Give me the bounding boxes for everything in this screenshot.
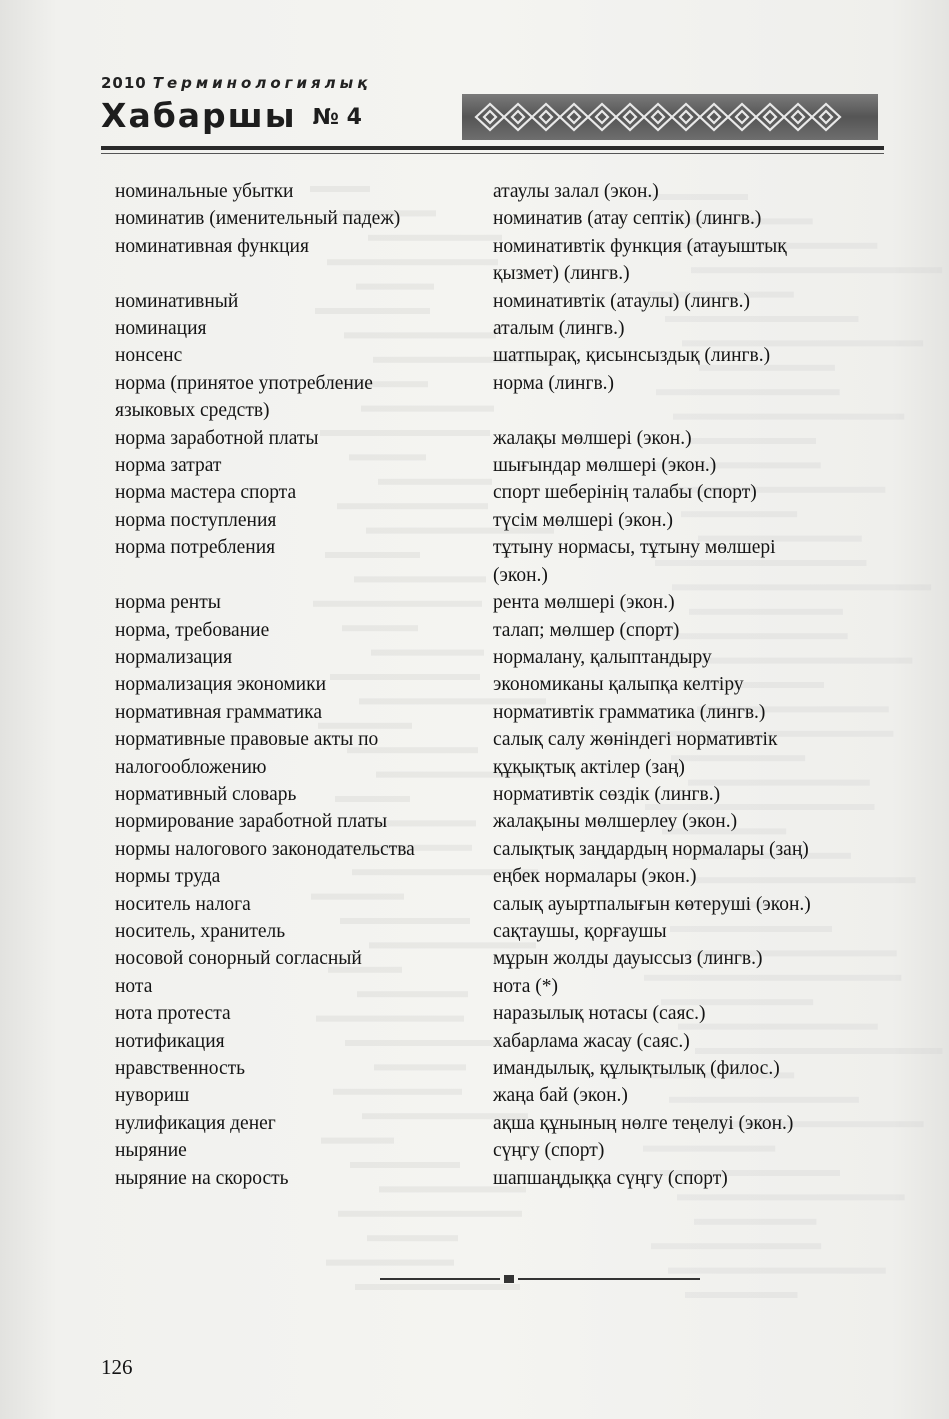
ornament-diamond: [504, 104, 532, 130]
ornament-diamond-inner: [540, 111, 552, 123]
term-russian-line: норма заработной платы: [115, 427, 319, 449]
term-kazakh-line: тұтыну нормасы, тұтыну мөлшері: [493, 537, 776, 559]
header-series: Терминологиялық: [152, 74, 372, 92]
term-kazakh: [493, 425, 875, 452]
term-russian: [115, 726, 493, 781]
term-russian: [115, 973, 493, 1000]
bleed-through-mark: [668, 1268, 886, 1274]
term-russian: [115, 808, 493, 835]
ornament-diamond-inner: [652, 111, 664, 123]
term-kazakh-line: атаулы залал (экон.): [493, 181, 659, 202]
glossary-entry: [115, 808, 875, 835]
footer-divider: [380, 1272, 700, 1286]
term-russian: [115, 863, 493, 890]
term-russian-line: норма затрат: [115, 455, 222, 477]
term-kazakh-line: жалақыны мөлшерлеу (экон.): [493, 811, 738, 833]
ornament-diamond: [672, 104, 700, 130]
glossary-entry: [115, 699, 875, 726]
glossary-entry: [115, 1000, 875, 1027]
glossary-list: [115, 178, 875, 1192]
term-kazakh-line: сүңгу (спорт): [493, 1140, 605, 1162]
term-russian: [115, 891, 493, 918]
term-kazakh-line: имандылық, құлықтылық (филос.): [493, 1058, 780, 1079]
glossary-entry: [115, 425, 875, 452]
term-kazakh: [493, 1028, 875, 1055]
term-russian-line: нормативные правовые акты по: [115, 729, 379, 751]
term-kazakh-line: экономиканы қалыпқа келтіру: [493, 674, 744, 696]
glossary-entry: [115, 863, 875, 890]
term-kazakh: [493, 836, 875, 863]
term-russian-line: носитель налога: [115, 893, 251, 915]
term-russian: [115, 452, 493, 479]
ornament-diamond: [812, 104, 840, 130]
ornament-diamond-inner: [624, 111, 636, 123]
header-series-line: [101, 74, 371, 92]
term-kazakh: [493, 699, 875, 726]
term-kazakh: [493, 342, 875, 369]
glossary-entry: [115, 918, 875, 945]
header-issue: № 4: [312, 105, 362, 130]
term-kazakh: [493, 288, 875, 315]
ornament-diamond: [728, 104, 756, 130]
term-russian-line: норма (принятое употребление: [115, 372, 373, 394]
term-kazakh-line: номинативтік функция (атауыштық: [493, 235, 787, 257]
term-russian: [115, 479, 493, 506]
term-kazakh-line: нормативтік грамматика (лингв.): [493, 701, 766, 723]
term-russian-line: языковых средств): [115, 400, 270, 422]
glossary-entry: [115, 836, 875, 863]
term-russian-line: нулификация денег: [115, 1112, 276, 1134]
term-russian-line: носовой сонорный согласный: [115, 948, 362, 970]
term-kazakh-line: жаңа бай (экон.): [493, 1085, 628, 1107]
term-kazakh-line: хабарлама жасау (саяс.): [493, 1030, 690, 1052]
glossary-entry: [115, 315, 875, 342]
term-russian-line: нормативный словарь: [115, 783, 297, 805]
term-kazakh-line: аталым (лингв.): [493, 318, 625, 340]
bleed-through-mark: [694, 1219, 816, 1225]
term-kazakh: [493, 479, 875, 506]
ornament-diamond-inner: [484, 111, 496, 123]
term-kazakh-line: шапшаңдыққа сүңгу (спорт): [493, 1167, 728, 1189]
ornament-diamond-inner: [708, 111, 720, 123]
glossary-entry: [115, 781, 875, 808]
term-russian: [115, 836, 493, 863]
term-kazakh-line: нормалану, қалыптандыру: [493, 646, 712, 668]
bleed-through-mark: [367, 1235, 458, 1241]
term-russian: [115, 370, 493, 425]
term-russian-line: ныряние на скорость: [115, 1167, 289, 1189]
term-kazakh: [493, 644, 875, 671]
term-russian: [115, 233, 493, 288]
term-russian-line: нравственность: [115, 1058, 246, 1079]
term-russian: [115, 617, 493, 644]
term-russian-line: нормализация: [115, 646, 233, 668]
term-kazakh: [493, 1137, 875, 1164]
bleed-through-mark: [685, 1292, 798, 1298]
ornament-diamond-inner: [512, 111, 524, 123]
term-russian: [115, 1000, 493, 1027]
term-kazakh: [493, 918, 875, 945]
term-russian: [115, 781, 493, 808]
term-russian: [115, 178, 493, 205]
header-rule-thin: [101, 153, 884, 154]
header-magazine: Хабаршы: [101, 96, 297, 135]
term-kazakh-line: (экон.): [493, 564, 548, 586]
term-russian-line: норма ренты: [115, 592, 221, 614]
term-kazakh-line: салық ауыртпалығын көтеруші (экон.): [493, 893, 811, 915]
term-russian-line: нота протеста: [115, 1003, 231, 1025]
term-russian: [115, 644, 493, 671]
ornament-diamond-inner: [792, 111, 804, 123]
term-kazakh-line: нормативтік сөздік (лингв.): [493, 783, 721, 805]
glossary-entry: [115, 507, 875, 534]
term-kazakh: [493, 452, 875, 479]
term-kazakh: [493, 617, 875, 644]
term-russian: [115, 534, 493, 589]
term-russian: [115, 589, 493, 616]
term-kazakh-line: қызмет) (лингв.): [493, 263, 630, 285]
term-russian: [115, 671, 493, 698]
term-kazakh: [493, 507, 875, 534]
term-kazakh-line: норма (лингв.): [493, 372, 615, 394]
term-kazakh: [493, 863, 875, 890]
glossary-entry: [115, 1028, 875, 1055]
term-kazakh: [493, 1000, 875, 1027]
term-kazakh: [493, 589, 875, 616]
glossary-entry: [115, 726, 875, 781]
term-kazakh-line: талап; мөлшер (спорт): [493, 619, 680, 641]
term-kazakh-line: мұрын жолды дауыссыз (лингв.): [493, 948, 763, 970]
bleed-through-mark: [651, 1243, 821, 1249]
term-kazakh: [493, 891, 875, 918]
glossary-entry: [115, 973, 875, 1000]
bleed-through-mark: [677, 1194, 905, 1200]
glossary-entry: [115, 178, 875, 205]
glossary-entry: [115, 671, 875, 698]
term-russian-line: налогообложению: [115, 756, 267, 778]
header-ornament-band: [462, 94, 878, 140]
glossary-entry: [115, 205, 875, 232]
term-kazakh: [493, 534, 875, 589]
glossary-entry: [115, 342, 875, 369]
term-russian: [115, 1028, 493, 1055]
term-kazakh: [493, 315, 875, 342]
term-russian-line: номинативная функция: [115, 235, 309, 257]
term-russian: [115, 288, 493, 315]
term-russian-line: нормирование заработной платы: [115, 811, 388, 833]
term-kazakh: [493, 370, 875, 425]
glossary-entry: [115, 1082, 875, 1109]
term-russian: [115, 699, 493, 726]
term-kazakh: [493, 1055, 875, 1082]
term-kazakh: [493, 233, 875, 288]
glossary-entry: [115, 891, 875, 918]
glossary-entry: [115, 233, 875, 288]
term-russian-line: нормы труда: [115, 866, 221, 888]
term-russian-line: нотификация: [115, 1030, 225, 1052]
glossary-entry: [115, 370, 875, 425]
term-russian-line: нота: [115, 975, 153, 997]
term-kazakh-line: салық салу жөніндегі нормативтік: [493, 729, 778, 751]
term-russian-line: норма поступления: [115, 509, 277, 531]
ornament-diamond-inner: [764, 111, 776, 123]
term-kazakh-line: номинативтік (атаулы) (лингв.): [493, 290, 750, 312]
glossary-entry: [115, 644, 875, 671]
term-russian-line: нонсенс: [115, 345, 183, 367]
term-russian: [115, 1055, 493, 1082]
term-kazakh: [493, 726, 875, 781]
glossary-entry: [115, 617, 875, 644]
glossary-entry: [115, 1055, 875, 1082]
ornament-diamond-inner: [680, 111, 692, 123]
term-kazakh-line: сақтаушы, қорғаушы: [493, 920, 667, 942]
term-russian-line: номинативный: [115, 290, 239, 312]
term-russian-line: нувориш: [115, 1085, 190, 1107]
term-russian: [115, 425, 493, 452]
term-russian: [115, 205, 493, 232]
glossary-entry: [115, 288, 875, 315]
ornament-diamond: [700, 104, 728, 130]
header-title-line: [101, 96, 362, 135]
term-russian-line: нормализация экономики: [115, 674, 327, 696]
term-russian: [115, 1082, 493, 1109]
term-kazakh-line: шығындар мөлшері (экон.): [493, 455, 717, 477]
term-russian-line: номинатив (именительный падеж): [115, 208, 401, 230]
ornament-pattern-icon: [474, 100, 866, 134]
term-russian: [115, 315, 493, 342]
term-russian: [115, 342, 493, 369]
header-rule: [101, 146, 884, 150]
glossary-entry: [115, 479, 875, 506]
glossary-entry: [115, 1137, 875, 1164]
term-russian-line: носитель, хранитель: [115, 920, 286, 942]
term-kazakh-line: рента мөлшері (экон.): [493, 592, 675, 614]
term-kazakh: [493, 1082, 875, 1109]
term-russian: [115, 1137, 493, 1164]
glossary-entry: [115, 1165, 875, 1192]
term-russian-line: номинальные убытки: [115, 181, 294, 202]
term-kazakh-line: спорт шеберінің талабы (спорт): [493, 482, 757, 504]
term-kazakh-line: түсім мөлшері (экон.): [493, 509, 673, 531]
term-kazakh-line: салықтық заңдардың нормалары (заң): [493, 838, 809, 860]
term-russian-line: нормы налогового законодательства: [115, 838, 415, 860]
term-russian: [115, 918, 493, 945]
bleed-through-mark: [326, 1260, 454, 1266]
term-kazakh-line: шатпырақ, қисынсыздық (лингв.): [493, 345, 771, 367]
term-kazakh-line: нота (*): [493, 975, 558, 997]
term-kazakh: [493, 1110, 875, 1137]
term-kazakh: [493, 178, 875, 205]
ornament-diamond-inner: [596, 111, 608, 123]
term-kazakh: [493, 973, 875, 1000]
term-russian-line: норма потребления: [115, 537, 276, 559]
ornament-diamond: [644, 104, 672, 130]
page-number: 126: [101, 1355, 133, 1379]
glossary-entry: [115, 589, 875, 616]
ornament-diamond: [476, 104, 504, 130]
term-kazakh-line: еңбек нормалары (экон.): [493, 866, 697, 888]
ornament-diamond: [532, 104, 560, 130]
bleed-through-mark: [338, 1211, 522, 1217]
term-kazakh: [493, 205, 875, 232]
term-kazakh: [493, 945, 875, 972]
term-russian: [115, 945, 493, 972]
term-kazakh: [493, 808, 875, 835]
term-russian-line: нормативная грамматика: [115, 701, 322, 723]
term-kazakh-line: құқықтық актілер (заң): [493, 756, 685, 778]
term-kazakh: [493, 781, 875, 808]
term-russian-line: норма мастера спорта: [115, 482, 297, 504]
ornament-diamond-inner: [568, 111, 580, 123]
term-russian: [115, 1165, 493, 1192]
term-russian: [115, 1110, 493, 1137]
glossary-entry: [115, 534, 875, 589]
header-year: 2010: [101, 74, 147, 92]
glossary-entry: [115, 945, 875, 972]
ornament-diamond: [784, 104, 812, 130]
term-russian: [115, 507, 493, 534]
term-kazakh-line: номинатив (атау септік) (лингв.): [493, 208, 762, 230]
term-kazakh-line: ақша құнының нөлге теңелуі (экон.): [493, 1112, 794, 1134]
ornament-diamond: [560, 104, 588, 130]
ornament-diamond: [756, 104, 784, 130]
term-kazakh: [493, 1165, 875, 1192]
ornament-diamond: [588, 104, 616, 130]
term-russian-line: норма, требование: [115, 619, 270, 641]
ornament-diamond: [616, 104, 644, 130]
ornament-diamond-inner: [820, 111, 832, 123]
term-kazakh-line: жалақы мөлшері (экон.): [493, 427, 692, 449]
term-kazakh: [493, 671, 875, 698]
glossary-entry: [115, 452, 875, 479]
term-russian-line: номинация: [115, 318, 207, 340]
term-kazakh-line: наразылық нотасы (саяс.): [493, 1003, 706, 1025]
ornament-diamond-inner: [736, 111, 748, 123]
term-russian-line: ныряние: [115, 1140, 187, 1162]
glossary-entry: [115, 1110, 875, 1137]
